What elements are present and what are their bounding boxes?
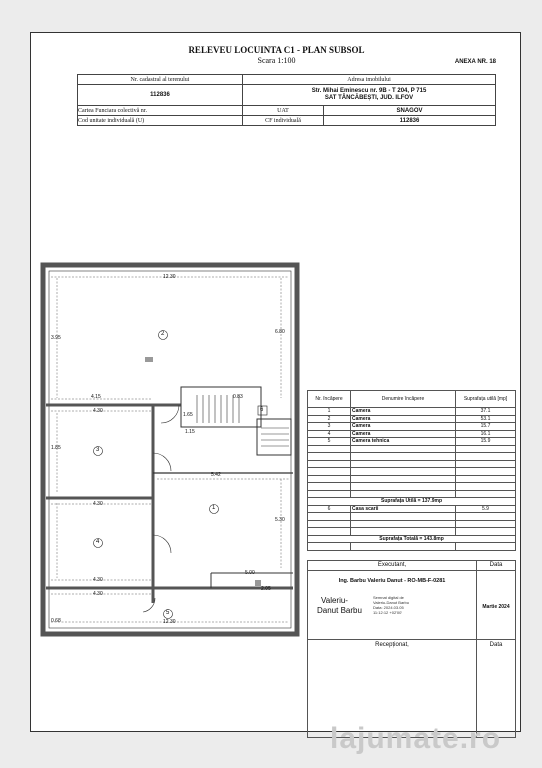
adresa-label: Adresa imobilului (243, 75, 496, 85)
cf-individuala-label: CF individuală (243, 116, 324, 126)
adresa-line1: Str. Mihai Eminescu nr. 9B - T 204, P 715 (311, 88, 427, 94)
table-row (308, 408, 516, 416)
dimension-label: 1.15 (185, 429, 195, 435)
cell-nr: 2 (308, 415, 351, 423)
nr-cadastral-value: 112836 (78, 85, 243, 106)
document-title: RELEVEU LOCUINTA C1 - PLAN SUBSOL (188, 45, 365, 55)
receptionat-label: Recepționat, (375, 642, 409, 648)
room-number-1: 1 (212, 505, 216, 511)
cell-name: Camera (351, 415, 456, 423)
scale-label: Scara 1:100 (257, 56, 296, 65)
room-number-3: 3 (96, 447, 100, 453)
signature-name-line1: Valeriu- (321, 596, 348, 605)
cell-name: Camera tehnica (351, 438, 456, 446)
dimension-label: 4.30 (93, 501, 103, 507)
room-number-2: 2 (161, 331, 165, 337)
dimension-label: 0.83 (233, 394, 243, 400)
door-arc (161, 405, 179, 423)
executant-name: Ing. Barbu Valeriu Danut - RO-MB-F-0281 (338, 578, 446, 584)
signature-name-line2: Danut Barbu (317, 606, 362, 615)
dimension-label: 12.30 (163, 274, 176, 280)
dimension-label: 0.68 (51, 618, 61, 624)
table-row (308, 415, 516, 423)
rooms-table (307, 390, 516, 551)
header-nr: Nr. încăpere (308, 391, 351, 408)
table-row (308, 423, 516, 431)
dimension-label: 4.30 (93, 591, 103, 597)
digital-line: 11:12:12 +02'00' (373, 610, 403, 615)
watermark-logo: lajumate.ro (330, 722, 502, 755)
dimension-label: 5.42 (211, 472, 221, 478)
date-value: Martie 2024 (482, 604, 510, 610)
executant-label: Executant, (377, 562, 407, 568)
cell-nr: 6 (308, 505, 351, 513)
digital-line: Data: 2024.03.05 (373, 605, 404, 610)
dimension-label: 1.65 (183, 412, 193, 418)
digital-signature-details (373, 595, 409, 615)
dimension-label: 4.15 (91, 394, 101, 400)
signature-block (307, 560, 516, 738)
uat-value: SNAGOV (324, 106, 496, 116)
cell-nr: 5 (308, 438, 351, 446)
data-label: Data (489, 562, 503, 568)
dimension-label: 5.00 (245, 570, 255, 576)
uat-label: UAT (243, 106, 324, 116)
cell-name: Casa scarii (351, 505, 456, 513)
cell-name: Camera (351, 408, 456, 416)
cell-nr: 3 (308, 423, 351, 431)
nr-cadastral-label: Nr. cadastral al terenului (78, 75, 243, 85)
cell-area: 53.1 (456, 415, 516, 423)
table-row (308, 505, 516, 513)
dimension-label: 3.95 (51, 335, 61, 341)
cod-unitate-label: Cod unitate individuală (U) (78, 116, 243, 126)
column-marker (145, 357, 153, 362)
adresa-line2: SAT TÂNCĂBEȘTI, JUD. ILFOV (324, 95, 414, 101)
cell-name: Camera (351, 423, 456, 431)
cell-area: 15.9 (456, 438, 516, 446)
digital-line: Semnat digital de (373, 595, 404, 600)
header-suprafata: Suprafața utilă [mp] (456, 391, 516, 408)
room-number-6: 6 (260, 407, 264, 413)
cf-individuala-value: 112836 (324, 116, 496, 126)
table-row (308, 430, 516, 438)
cell-area: 37.1 (456, 408, 516, 416)
cell-name: Camera (351, 430, 456, 438)
staircase-outline-lower (257, 419, 291, 455)
dimension-label: 1.85 (51, 445, 61, 451)
room-number-5: 5 (166, 610, 170, 616)
table-row (308, 438, 516, 446)
cell-nr: 1 (308, 408, 351, 416)
cell-area: 5.9 (456, 505, 516, 513)
cell-area: 15.7 (456, 423, 516, 431)
dimension-label: 6.80 (275, 329, 285, 335)
outer-wall (43, 265, 297, 634)
anexa-label: ANEXA NR. 18 (454, 59, 496, 65)
header-denumire: Denumire încăpere (351, 391, 456, 408)
carte-funciara-label: Cartea Funciara colectivă nr. (78, 106, 243, 116)
dimension-label: 2.05 (261, 586, 271, 592)
dimension-label: 12.30 (163, 619, 176, 625)
door-arc (153, 535, 171, 553)
suprafata-utila: Suprafața Utilă = 137.9mp (308, 498, 516, 506)
data-label-2: Data (489, 642, 503, 648)
door-arc (153, 453, 171, 471)
room-number-4: 4 (96, 539, 100, 545)
dimension-label: 4.30 (93, 577, 103, 583)
digital-line: Valeriu-Danut Barbu (373, 600, 409, 605)
dimension-label: 4.30 (93, 408, 103, 414)
cell-nr: 4 (308, 430, 351, 438)
cell-area: 16.1 (456, 430, 516, 438)
suprafata-totala: Suprafața Totală = 143.8mp (308, 535, 516, 543)
dimension-label: 5.30 (275, 517, 285, 523)
document-sheet (30, 32, 521, 732)
